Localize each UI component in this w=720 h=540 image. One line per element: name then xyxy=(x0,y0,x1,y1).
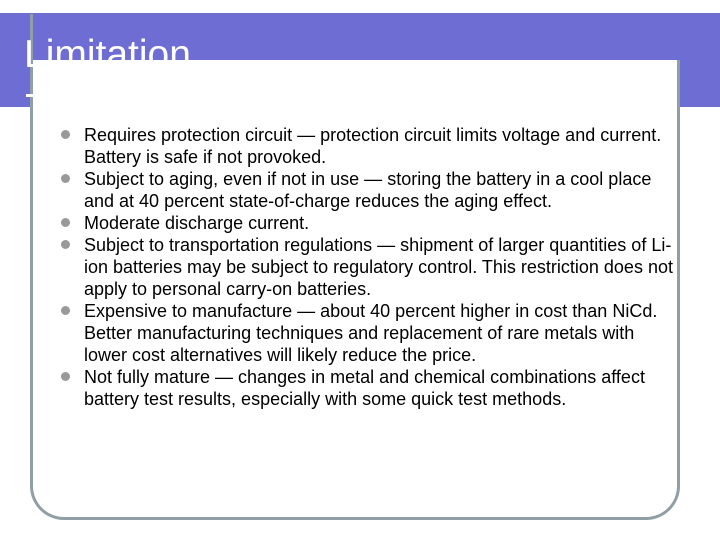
bullet-text: Subject to transportation regulations — shipment of larger quantities of Li-ion batteries may be subject to regulatory control. This restriction does not apply to personal carry-on batteries. xyxy=(84,235,673,299)
bullet-item-transportation-regulations xyxy=(60,234,675,300)
title-underline xyxy=(26,94,636,97)
bullet-item-manufacturing-cost xyxy=(60,300,675,366)
bullet-icon xyxy=(61,372,70,381)
bullet-item-maturity xyxy=(60,366,675,410)
bullet-item-aging xyxy=(60,168,675,212)
bullet-text: Requires protection circuit — protection circuit limits voltage and current. Battery is safe if not provoked. xyxy=(84,125,662,167)
bullet-text: Moderate discharge current. xyxy=(84,213,310,233)
bullet-item-protection-circuit xyxy=(60,124,675,168)
bullet-text: Not fully mature — changes in metal and chemical combinations affect battery test results, especially with some quick test methods. xyxy=(84,367,645,409)
bullet-icon xyxy=(61,240,70,249)
bullet-icon xyxy=(61,174,70,183)
slide-content xyxy=(60,124,675,410)
slide-title: Limitation xyxy=(24,33,191,76)
bullet-item-discharge-current xyxy=(60,212,675,234)
bullet-text: Subject to aging, even if not in use — storing the battery in a cool place and at 40 percent state-of-charge reduces the aging effect. xyxy=(84,169,652,211)
bullet-icon xyxy=(61,130,70,139)
bullet-icon xyxy=(61,218,70,227)
bullet-list xyxy=(60,124,675,410)
bullet-text: Expensive to manufacture — about 40 percent higher in cost than NiCd. Better manufacturing techniques and replacement of rare metals with lower cost alternatives will likely reduce the price. xyxy=(84,301,658,365)
bullet-icon xyxy=(61,306,70,315)
